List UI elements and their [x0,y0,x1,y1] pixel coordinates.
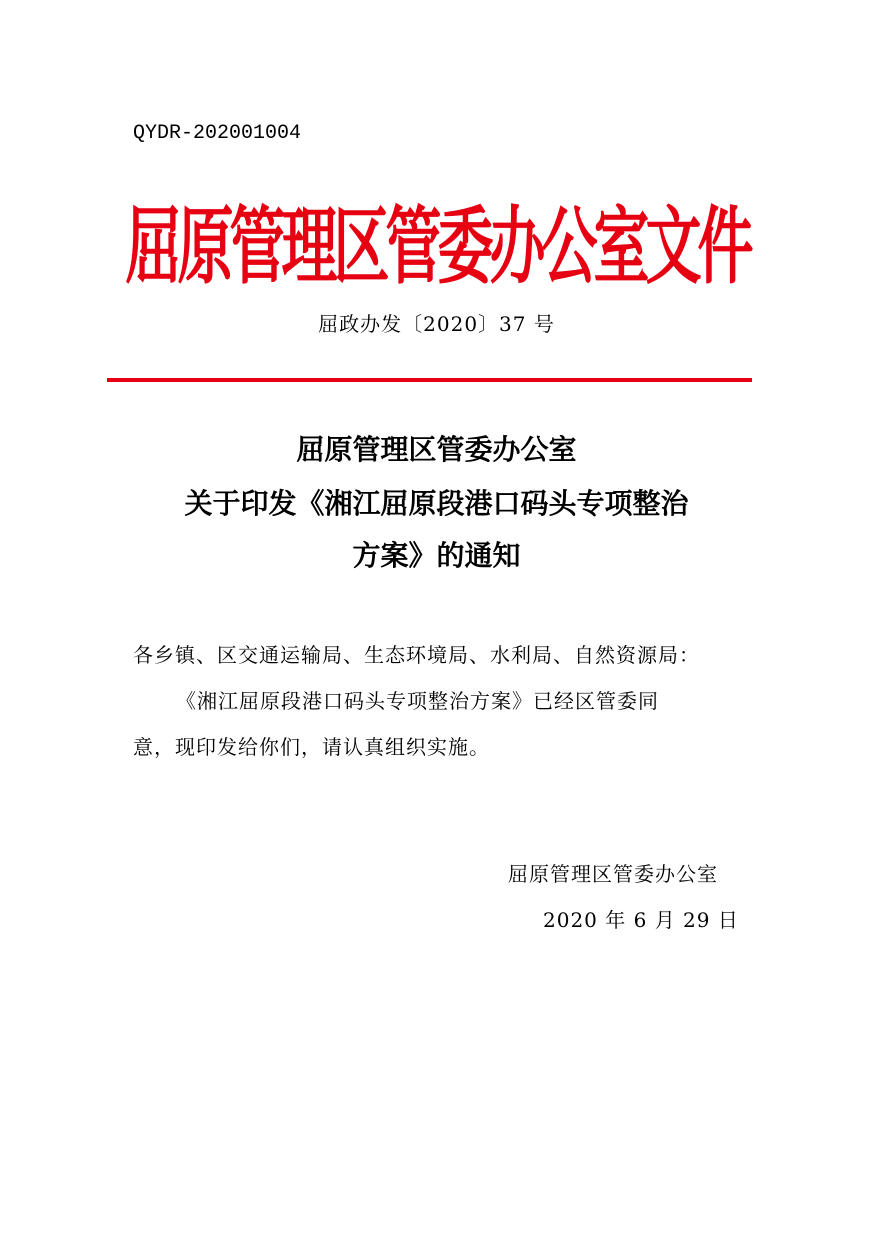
document-code: QYDR-202001004 [133,122,302,145]
body-line-1: 《湘江屈原段港口码头专项整治方案》已经区管委同 [176,689,659,713]
notice-title-line-2: 关于印发《湘江屈原段港口码头专项整治 [184,487,689,520]
signer: 屈原管理区管委办公室 [508,862,718,886]
issue-date: 2020 年 6 月 29 日 [543,908,739,932]
masthead-title: 屈原管理区管委办公室文件 [125,197,750,297]
body-line-2: 意，现印发给你们，请认真组织实施。 [133,735,490,759]
red-divider [107,378,752,382]
notice-title-line-3: 方案》的通知 [352,539,521,572]
document-number: 屈政办发〔2020〕37 号 [318,312,555,336]
addressee: 各乡镇、区交通运输局、生态环境局、水利局、自然资源局： [133,643,700,667]
notice-title-line-1: 屈原管理区管委办公室 [296,433,577,466]
